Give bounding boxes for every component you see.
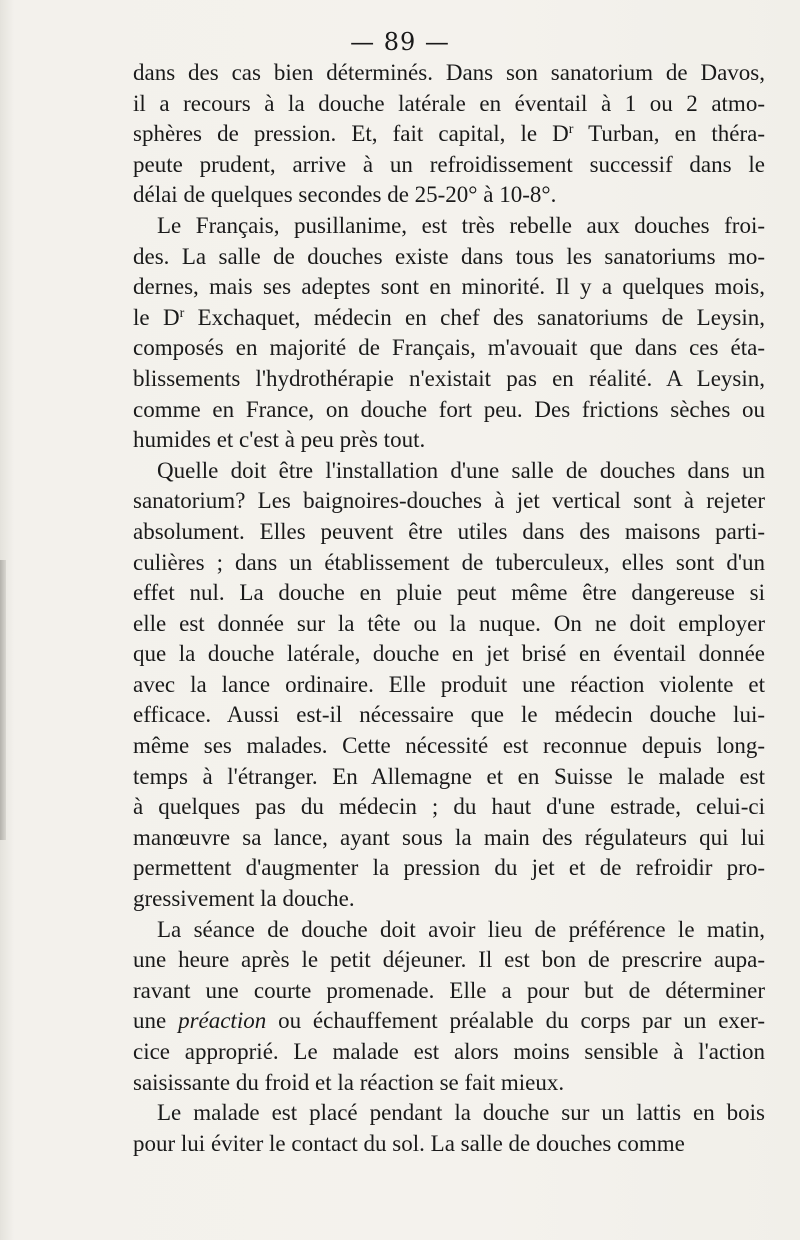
text-line: cice approprié. Le malade est alors moins sensible à l'action xyxy=(133,1039,765,1064)
paragraph xyxy=(133,58,765,211)
paragraph xyxy=(133,211,765,456)
text-line: culières ; dans un établissement de tuberculeux, elles sont d'un xyxy=(133,549,765,575)
text-line: pour lui éviter le contact du sol. La salle de douches comme xyxy=(133,1130,685,1156)
text-line: ravant une courte promenade. Elle a pour but de déterminer xyxy=(133,977,765,1003)
italic-term: préaction xyxy=(178,1008,267,1034)
text-line: temps à l'étranger. En Allemagne et en Suisse le malade est xyxy=(133,763,765,789)
paragraph xyxy=(133,915,765,1099)
paragraph xyxy=(133,456,765,915)
text-line: le $D^r$ Exchaquet, médecin en chef des sanatoriums de Leysin, xyxy=(133,304,765,330)
body-text xyxy=(133,58,765,1159)
page-number: — 89 — xyxy=(350,28,450,56)
superscript: r xyxy=(568,122,574,138)
text-line: absolument. Elles peuvent être utiles dans des maisons parti- xyxy=(133,518,765,544)
text-line: La séance de douche doit avoir lieu de préférence le matin, xyxy=(157,916,765,942)
text-line: avec la lance ordinaire. Elle produit une réaction violente et xyxy=(133,671,765,697)
text-line: manœuvre sa lance, ayant sous la main des régulateurs qui lui xyxy=(133,824,765,850)
text-line: saisissante du froid et la réaction se fait mieux. xyxy=(133,1069,565,1095)
text-line: dernes, mais ses adeptes sont en minorité. Il y a quelques mois, xyxy=(133,274,765,300)
text-line: une préaction ou échauffement préalable du corps par un exer- xyxy=(133,1008,765,1034)
text-line: à quelques pas du médecin ; du haut d'une estrade, celui-ci xyxy=(133,794,765,820)
paragraph xyxy=(133,1098,765,1159)
text-line: peute prudent, arrive à un refroidissement successif dans le xyxy=(133,151,765,177)
text-line: Le malade est placé pendant la douche sur un lattis en bois xyxy=(157,1100,765,1126)
page-edge-shadow xyxy=(0,560,6,840)
text-line: Le Français, pusillanime, est très rebelle aux douches froi- xyxy=(157,212,765,238)
text-line: effet nul. La douche en pluie peut même être dangereuse si xyxy=(133,580,765,606)
text-line: elle est donnée sur la tête ou la nuque. On ne doit employer xyxy=(133,610,765,636)
text-line: humides et c'est à peu près tout. xyxy=(133,427,426,453)
text-line: sphères de pression. Et, fait capital, le $D^r$ Turban, en théra- xyxy=(133,121,766,147)
text-line: efficace. Aussi est-il nécessaire que le médecin douche lui- xyxy=(133,702,765,728)
text-line: dans des cas bien déterminés. Dans son sanatorium de Davos, xyxy=(133,60,765,85)
text-line: délai de quelques secondes de 25-20° à 10-8°. xyxy=(133,182,557,208)
text-line: que la douche latérale, douche en jet brisé en éventail donnée xyxy=(133,641,765,667)
text-line: gressivement la douche. xyxy=(133,886,355,912)
text-line: même ses malades. Cette nécessité est reconnue depuis long- xyxy=(133,733,765,759)
text-line: sanatorium? Les baignoires-douches à jet vertical sont à rejeter xyxy=(133,488,765,514)
text-line: des. La salle de douches existe dans tous les sanatoriums mo- xyxy=(133,243,765,269)
text-line: permettent d'augmenter la pression du jet et de refroidir pro- xyxy=(133,855,765,881)
text-line: blissements l'hydrothérapie n'existait pas en réalité. A Leysin, xyxy=(133,365,765,391)
text-line: comme en France, on douche fort peu. Des frictions sèches ou xyxy=(133,396,765,422)
text-line: une heure après le petit déjeuner. Il est bon de prescrire aupa- xyxy=(133,947,765,973)
superscript: r xyxy=(179,305,185,321)
text-line: composés en majorité de Français, m'avouait que dans ces éta- xyxy=(133,335,765,361)
text-line: Quelle doit être l'installation d'une salle de douches dans un xyxy=(157,457,765,483)
text-line: il a recours à la douche latérale en éventail à 1 ou 2 atmo- xyxy=(133,90,765,116)
